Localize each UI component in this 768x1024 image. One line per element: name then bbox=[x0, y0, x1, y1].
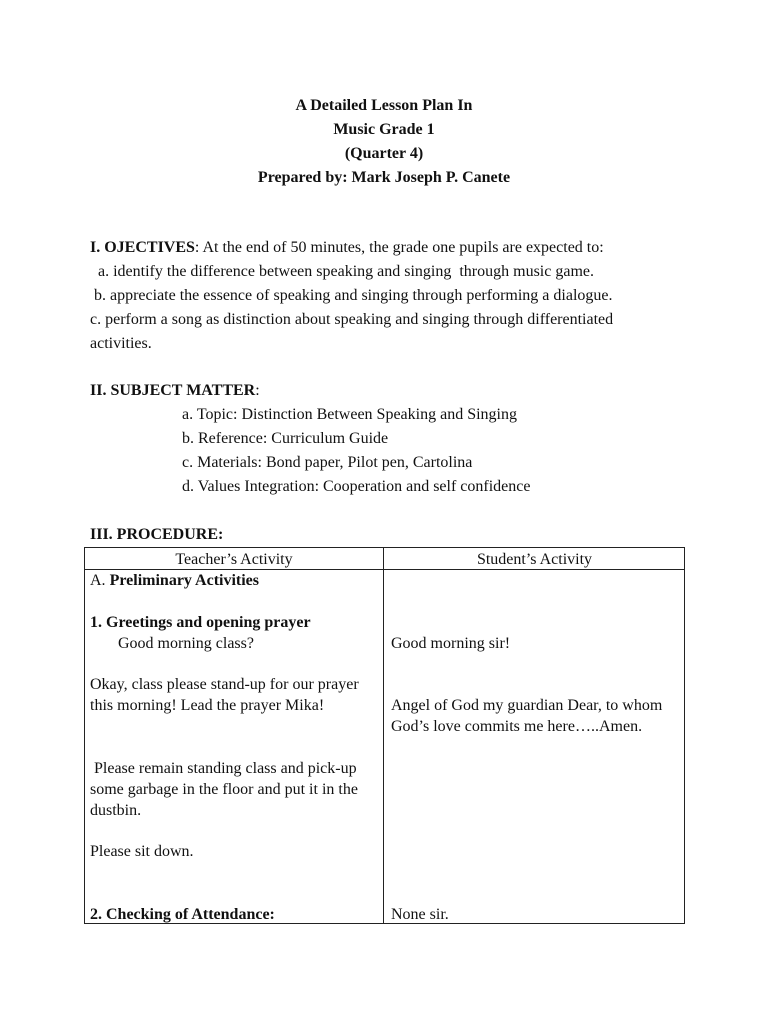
objectives-heading: I. OJECTIVES bbox=[90, 239, 195, 256]
procedure-table bbox=[84, 547, 685, 924]
section-prefix: A. bbox=[90, 572, 110, 589]
subject-item-topic: a. Topic: Distinction Between Speaking and Singing bbox=[182, 406, 517, 423]
section-title: Preliminary Activities bbox=[109, 572, 260, 589]
subject-matter-colon: : bbox=[255, 382, 260, 399]
subject-matter-heading-line bbox=[90, 382, 260, 399]
title-line-4: Prepared by: Mark Joseph P. Canete bbox=[257, 169, 511, 186]
subject-matter-heading: II. SUBJECT MATTER bbox=[90, 382, 256, 399]
objectives-intro-line bbox=[90, 236, 690, 260]
document-title bbox=[0, 94, 768, 190]
teacher-sit-instruction: Please sit down. bbox=[90, 843, 194, 860]
subject-item-reference: b. Reference: Curriculum Guide bbox=[182, 430, 389, 447]
teacher-prayer-instruction: Okay, class please stand-up for our prayer this morning! Lead the prayer Mika! bbox=[90, 676, 359, 714]
subject-item-materials: c. Materials: Bond paper, Pilot pen, Cartolina bbox=[182, 454, 473, 471]
student-greeting-reply: Good morning sir! bbox=[391, 635, 511, 652]
student-activity-header: Student’s Activity bbox=[476, 551, 593, 568]
student-attendance-reply: None sir. bbox=[391, 906, 449, 923]
title-line-2: Music Grade 1 bbox=[333, 121, 435, 138]
objective-b: b. appreciate the essence of speaking and singing through performing a dialogue. bbox=[90, 287, 613, 304]
objective-a: a. identify the difference between speaking and singing through music game. bbox=[90, 263, 594, 280]
attendance-heading: 2. Checking of Attendance: bbox=[90, 906, 275, 923]
greetings-heading: 1. Greetings and opening prayer bbox=[90, 614, 311, 631]
objectives-section bbox=[90, 236, 690, 356]
subject-item-values: d. Values Integration: Cooperation and self confidence bbox=[182, 478, 531, 495]
teacher-activity-header: Teacher’s Activity bbox=[175, 551, 293, 568]
preliminary-activities-heading bbox=[90, 570, 378, 591]
procedure-heading: III. PROCEDURE: bbox=[90, 526, 224, 543]
objective-c-line-2: activities. bbox=[90, 335, 152, 352]
teacher-greeting: Good morning class? bbox=[118, 635, 254, 652]
student-prayer-reply: Angel of God my guardian Dear, to whom God’s love commits me here…..Amen. bbox=[391, 697, 663, 735]
subject-matter-section bbox=[90, 379, 690, 499]
title-line-1: A Detailed Lesson Plan In bbox=[295, 97, 473, 114]
title-line-3: (Quarter 4) bbox=[344, 145, 424, 162]
column-divider bbox=[383, 548, 384, 923]
teacher-standing-instruction: Please remain standing class and pick-up some garbage in the floor and put it in the dustbin. bbox=[90, 760, 358, 819]
objectives-intro: : At the end of 50 minutes, the grade one pupils are expected to: bbox=[194, 239, 604, 256]
objective-c-line-1: c. perform a song as distinction about speaking and singing through differentiated bbox=[90, 311, 614, 328]
